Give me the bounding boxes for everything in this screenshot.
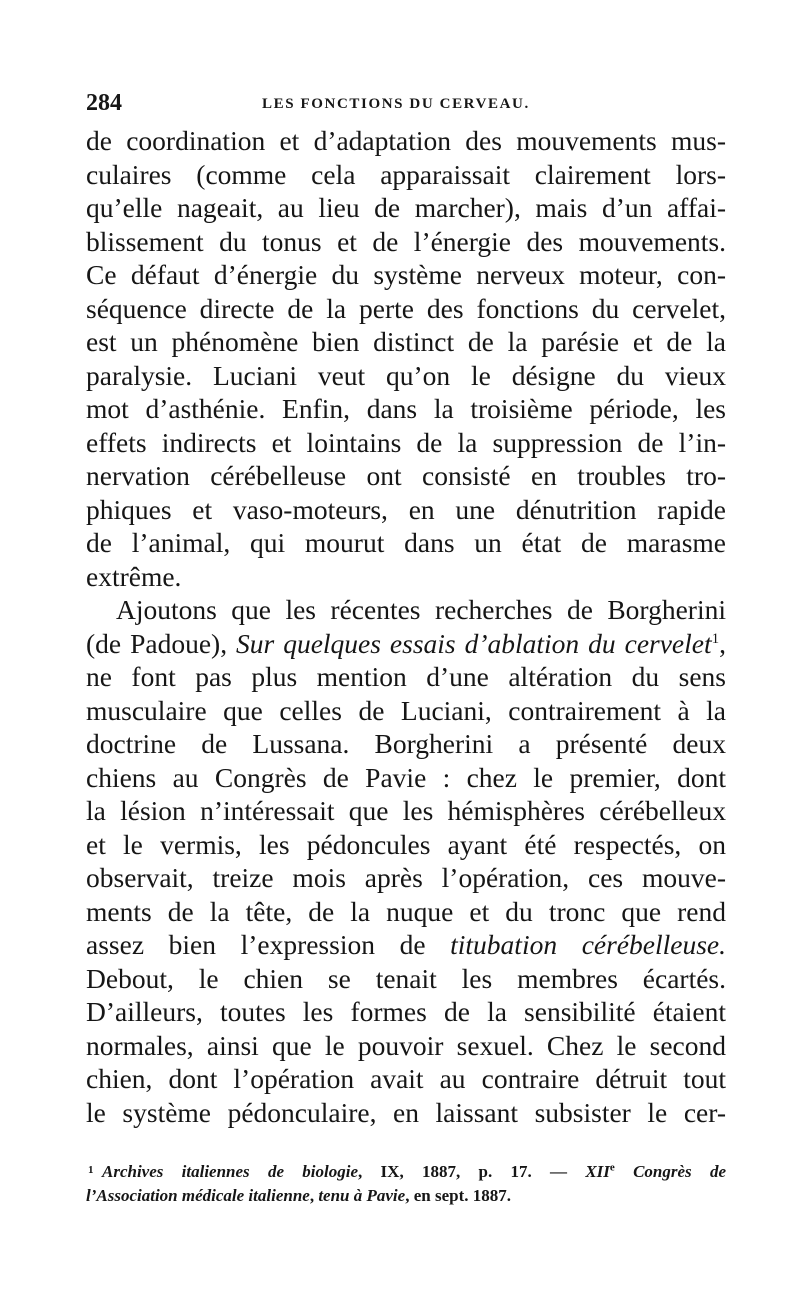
text-line: extrême. bbox=[86, 560, 182, 592]
venue: tenu à Pavie bbox=[318, 1186, 406, 1205]
text-fragment: , bbox=[309, 1186, 319, 1205]
text-line: séquence directe de la perte des fonctions du cervelet, bbox=[86, 292, 726, 324]
text-line: nervation cérébelleuse ont consisté en troubles tro- bbox=[86, 460, 726, 491]
text-line: de l’animal, qui mourut dans un état de marasme bbox=[86, 527, 726, 558]
text-line: effets indirects et lointains de la suppression de l’in- bbox=[86, 426, 726, 458]
text-line: culaires (comme cela apparaissait clairement lors- bbox=[86, 158, 726, 190]
text-fragment: , IX, 1887, p. 17. — bbox=[358, 1162, 586, 1181]
text-line: est un phénomène bien distinct de la parésie et de la bbox=[86, 326, 726, 357]
text-line: de coordination et d’adaptation des mouvements mus- bbox=[86, 125, 726, 156]
page-number: 284 bbox=[86, 90, 122, 116]
text-line: Ce défaut d’énergie du système nerveux moteur, con- bbox=[86, 259, 726, 290]
text-line: ne font pas plus mention d’une altération du sens bbox=[86, 661, 726, 692]
text-line-with-italic bbox=[86, 928, 726, 962]
text-fragment: (de Padoue), bbox=[86, 627, 237, 659]
text-fragment: , en sept. 1887. bbox=[405, 1186, 511, 1205]
footnote-reference: 1 bbox=[711, 630, 720, 647]
text-line: paralysie. Luciani veut qu’on le désigne du vieux bbox=[86, 359, 726, 391]
article-title: Sur quelques essais d’ablation du cervelet bbox=[236, 627, 712, 659]
text-line: D’ailleurs, toutes les formes de la sensibilité étaient bbox=[86, 996, 726, 1027]
text-line: la lésion n’intéressait que les hémisphères cérébelleux bbox=[86, 795, 726, 826]
footnote-line bbox=[86, 1160, 726, 1184]
text-line: doctrine de Lussana. Borgherini a présenté deux bbox=[86, 728, 726, 759]
text-line: normales, ainsi que le pouvoir sexuel. Chez le second bbox=[86, 1029, 726, 1061]
footnote-line bbox=[86, 1184, 726, 1208]
footnote-marker: 1 bbox=[88, 1164, 94, 1176]
text-line: ments de la tête, de la nuque et du tronc que rend bbox=[86, 895, 726, 927]
text-line: chien, dont l’opération avait au contraire détruit tout bbox=[86, 1063, 726, 1094]
text-line: et le vermis, les pédoncules ayant été respectés, on bbox=[86, 828, 726, 860]
text-fragment: Congrès de bbox=[614, 1162, 726, 1181]
text-line: blissement du tonus et de l’énergie des mouvements. bbox=[86, 225, 726, 257]
journal-title: Archives italiennes de biologie bbox=[102, 1162, 359, 1181]
running-head: LES FONCTIONS DU CERVEAU. bbox=[262, 96, 530, 112]
text-line-with-title bbox=[86, 627, 726, 661]
congress-number: XII bbox=[585, 1162, 610, 1181]
text-line: chiens au Congrès de Pavie : chez le premier, dont bbox=[86, 761, 726, 793]
text-line: qu’elle nageait, au lieu de marcher), mais d’un affai- bbox=[86, 192, 726, 223]
text-line: le système pédonculaire, en laissant subsister le cer- bbox=[86, 1096, 726, 1128]
text-line: phiques et vaso-moteurs, en une dénutrition rapide bbox=[86, 493, 726, 525]
text-line: Debout, le chien se tenait les membres écartés. bbox=[86, 962, 726, 994]
page-header bbox=[86, 90, 726, 120]
text-line: musculaire que celles de Luciani, contrairement à la bbox=[86, 694, 726, 726]
text-line: Ajoutons que les récentes recherches de Borgherini bbox=[116, 594, 726, 625]
text-fragment: , bbox=[719, 627, 727, 659]
footnote bbox=[86, 1160, 726, 1208]
text-fragment: assez bien l’expression de bbox=[86, 929, 451, 960]
text-line: mot d’asthénie. Enfin, dans la troisième période, les bbox=[86, 393, 726, 424]
text-line: observait, treize mois après l’opération, ces mouve- bbox=[86, 862, 726, 893]
association-name: l’Association médicale italienne bbox=[86, 1186, 310, 1205]
ordinal-suffix: e bbox=[609, 1161, 615, 1174]
body-text bbox=[86, 124, 726, 1129]
italic-term: titubation cérébelleuse. bbox=[450, 929, 726, 960]
